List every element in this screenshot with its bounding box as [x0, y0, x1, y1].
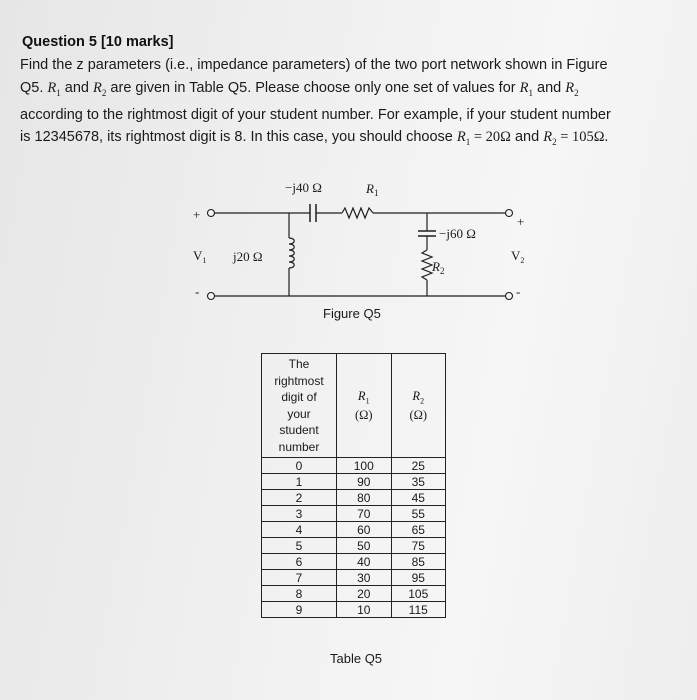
example-r1: $R_1 = 20\Omega$: [456, 129, 511, 148]
table-row: [262, 506, 446, 522]
cell-r2: 35: [391, 474, 446, 490]
label-v1: $V_1$: [193, 248, 207, 265]
cell-r2: 85: [391, 554, 446, 570]
table-row: [262, 602, 446, 618]
cell-r1: 20: [337, 586, 392, 602]
table-row: [262, 522, 446, 538]
label-r1: $R_1$: [366, 181, 379, 198]
cell-r1: 30: [337, 570, 392, 586]
label-r2: $R_2$: [432, 259, 445, 276]
cell-r1: 50: [337, 538, 392, 554]
cell-r2: 75: [391, 538, 446, 554]
figure-caption: Figure Q5: [323, 306, 381, 321]
question-title: Question 5 [10 marks]: [22, 34, 174, 50]
cell-digit: 4: [262, 522, 337, 538]
cell-r2: 65: [391, 522, 446, 538]
cell-r2: 45: [391, 490, 446, 506]
table-q5: [261, 353, 446, 618]
cell-r1: 80: [337, 490, 392, 506]
header-digit-line: The: [288, 357, 310, 371]
symbol-r2: $R_2$: [93, 79, 107, 98]
cell-r2: 25: [391, 458, 446, 474]
table-row: [262, 474, 446, 490]
cell-digit: 3: [262, 506, 337, 522]
symbol-r1: $R_1$: [519, 79, 533, 98]
header-r1: $R_1$ (Ω): [337, 354, 392, 458]
header-digit-line: number: [278, 439, 320, 454]
terminal-right-bottom: [506, 293, 513, 300]
label-minus-left: -: [195, 284, 200, 299]
cell-r2: 115: [391, 602, 446, 618]
cell-r2: 55: [391, 506, 446, 522]
table-header-row: [262, 354, 446, 458]
circuit-diagram: [0, 0, 697, 340]
cell-digit: 7: [262, 570, 337, 586]
cell-r1: 100: [337, 458, 392, 474]
symbol-r2: $R_2$: [565, 79, 579, 98]
cell-digit: 8: [262, 586, 337, 602]
resistor-r2-zigzag: [422, 250, 432, 280]
cell-r1: 10: [337, 602, 392, 618]
terminal-left-bottom: [208, 293, 215, 300]
cell-r1: 40: [337, 554, 392, 570]
table-caption: Table Q5: [330, 651, 383, 666]
cell-r1: 70: [337, 506, 392, 522]
table-row: [262, 490, 446, 506]
table-row: [262, 538, 446, 554]
label-inductor: j20 Ω: [233, 249, 263, 264]
label-v2: $V_2$: [511, 248, 525, 265]
header-digit-line: rightmost: [274, 373, 324, 388]
table-body: [262, 458, 446, 618]
label-cap1: −j40 Ω: [285, 180, 322, 195]
cell-digit: 2: [262, 490, 337, 506]
cell-r1: 90: [337, 474, 392, 490]
symbol-r1: $R_1$: [47, 79, 61, 98]
inductor-coil: [289, 238, 294, 268]
cell-digit: 1: [262, 474, 337, 490]
label-plus-left: +: [193, 207, 201, 222]
cell-r1: 60: [337, 522, 392, 538]
header-digit-line: digit of: [281, 390, 317, 404]
label-minus-right: -: [516, 284, 521, 299]
cell-digit: 0: [262, 458, 337, 474]
question-line-3: according to the rightmost digit of your student number. For example, if your student number: [20, 106, 611, 123]
table-row: [262, 586, 446, 602]
header-digit: [262, 354, 337, 458]
header-r2: $R_2$ (Ω): [391, 354, 446, 458]
cell-digit: 6: [262, 554, 337, 570]
table-row: [262, 554, 446, 570]
header-digit-line: your: [287, 406, 311, 421]
cell-digit: 9: [262, 602, 337, 618]
cell-digit: 5: [262, 538, 337, 554]
cell-r2: 95: [391, 570, 446, 586]
terminal-left-top: [208, 210, 215, 217]
resistor-r1-zigzag: [342, 208, 373, 218]
header-digit-line: student: [279, 423, 319, 437]
example-r2: $R_2 = 105\Omega$.: [543, 129, 609, 148]
question-line-2: Q5. $R_1$ and $R_2$ are given in Table Q5. Please choose only one set of values for $R_1$ and $R_2$: [20, 79, 579, 98]
question-line-1: Find the z parameters (i.e., impedance parameters) of the two port network shown in Figure: [20, 57, 608, 73]
label-cap2: −j60 Ω: [439, 226, 476, 241]
terminal-right-top: [506, 210, 513, 217]
table-row: [262, 458, 446, 474]
table-row: [262, 570, 446, 586]
question-line-4: is 12345678, its rightmost digit is 8. In this case, you should choose $R_1 = 20\Omega$ and $R_2 = 105\Omega$.: [20, 129, 609, 148]
label-plus-right: +: [517, 214, 525, 229]
cell-r2: 105: [391, 586, 446, 602]
